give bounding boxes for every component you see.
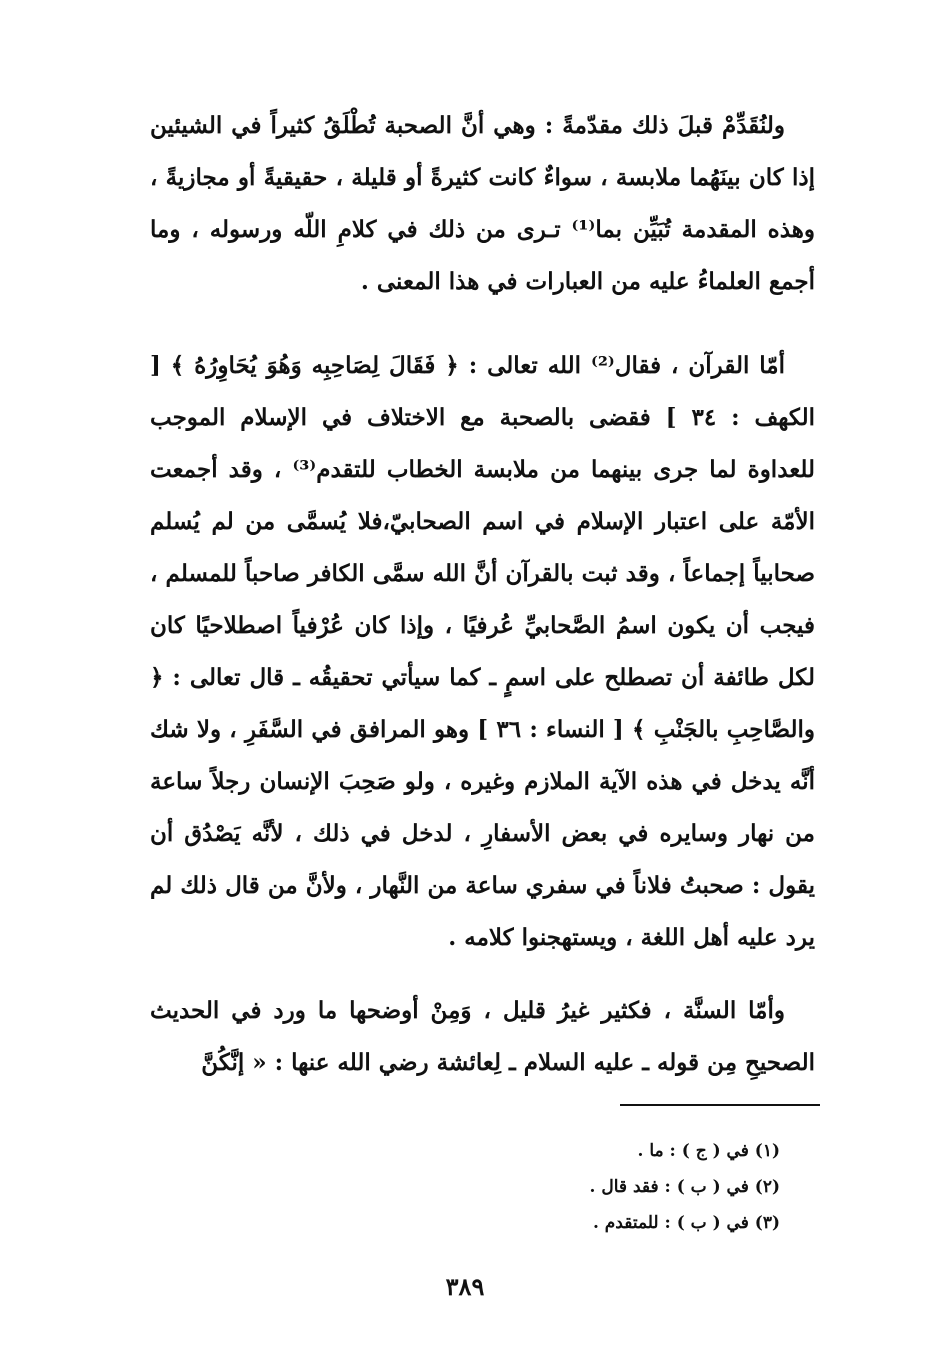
main-text-paragraph-1	[150, 100, 815, 308]
footnote-1: (١) في ( ج ) : ما .	[637, 1141, 780, 1161]
paragraph-quran: أمّا القرآن ، فقال⁽²⁾ الله تعالى : ﴿ فَقَالَ لِصَاحِبِه وَهُوَ يُحَاوِرُهُ ﴾ [ الكهف : ٣٤ ] فقضى بالصحبة مع الاختلاف في الإسلام الموجب للعداوة لما جرى بينهما من ملابسة الخطاب للتقدم⁽³⁾ ، وقد أجمعت الأمّة على اعتبار الإسلام في اسم الصحابيّ،فلا يُسمَّى من لم يُسلم صحابياً إجماعاً ، وقد ثبت بالقرآن أنَّ الله سمَّى الكافر صاحباً للمسلم ، فيجب أن يكون اسمُ الصَّحابيِّ عُرفيًا ، وإذا كان عُرْفياً اصطلاحيًا كان لكل طائفة أن تصطلح على اسمٍ ـ كما سيأتي تحقيقُه ـ قال تعالى : ﴿ والصَّاحِبِ بالجَنْبِ ﴾ [ النساء : ٣٦ ] وهو المرافق في السَّفَرِ ، ولا شك أنَّه يدخل في هذه الآية الملازم وغيره ، ولو صَحِبَ الإنسان رجلاً ساعة من نهار وسايره في بعض الأسفارِ ، لدخل في ذلك ، لأنَّه يَصْدُق أن يقول : صحبتُ فلاناً في سفري ساعة من النَّهار ، ولأنَّ من قال ذلك لم يرد عليه أهل اللغة ، ويستهجنوا كلامه .	[150, 352, 816, 951]
paragraph-sunnah: وأمّا السنَّة ، فكثير غيرُ قليل ، وَمِنْ أوضحها ما ورد في الحديث الصحيحِ مِن قوله ـ عليه السلام ـ لِعائشة رضي الله عنها : « إنَّكُنَّ	[150, 997, 815, 1076]
footnote-2: (٢) في ( ب ) : فقد قال .	[589, 1177, 780, 1197]
paragraph-introduction: ولنُقَدِّمْ قبلَ ذلك مقدّمةً : وهي أنَّ الصحبة تُطْلَقُ كثيراً في الشيئين إذا كان بينَهُما ملابسة ، سواءٌ كانت كثيرةً أو قليلة ، حقيقيةً أو مجازيةً ، وهذه المقدمة تُبَيِّن بما⁽¹⁾ تـرى من ذلك في كلامِ اللّه ورسوله ، وما أجمع العلماءُ عليه من العبارات في هذا المعنى .	[150, 112, 815, 295]
page-number: ٣٨٩	[445, 1272, 485, 1301]
footnote-3: (٣) في ( ب ) : للمتقدم .	[592, 1213, 780, 1233]
main-text-paragraph-2	[150, 340, 815, 964]
main-text-paragraph-3	[150, 985, 815, 1089]
footnotes	[590, 1133, 780, 1241]
footnote-separator	[620, 1104, 820, 1106]
